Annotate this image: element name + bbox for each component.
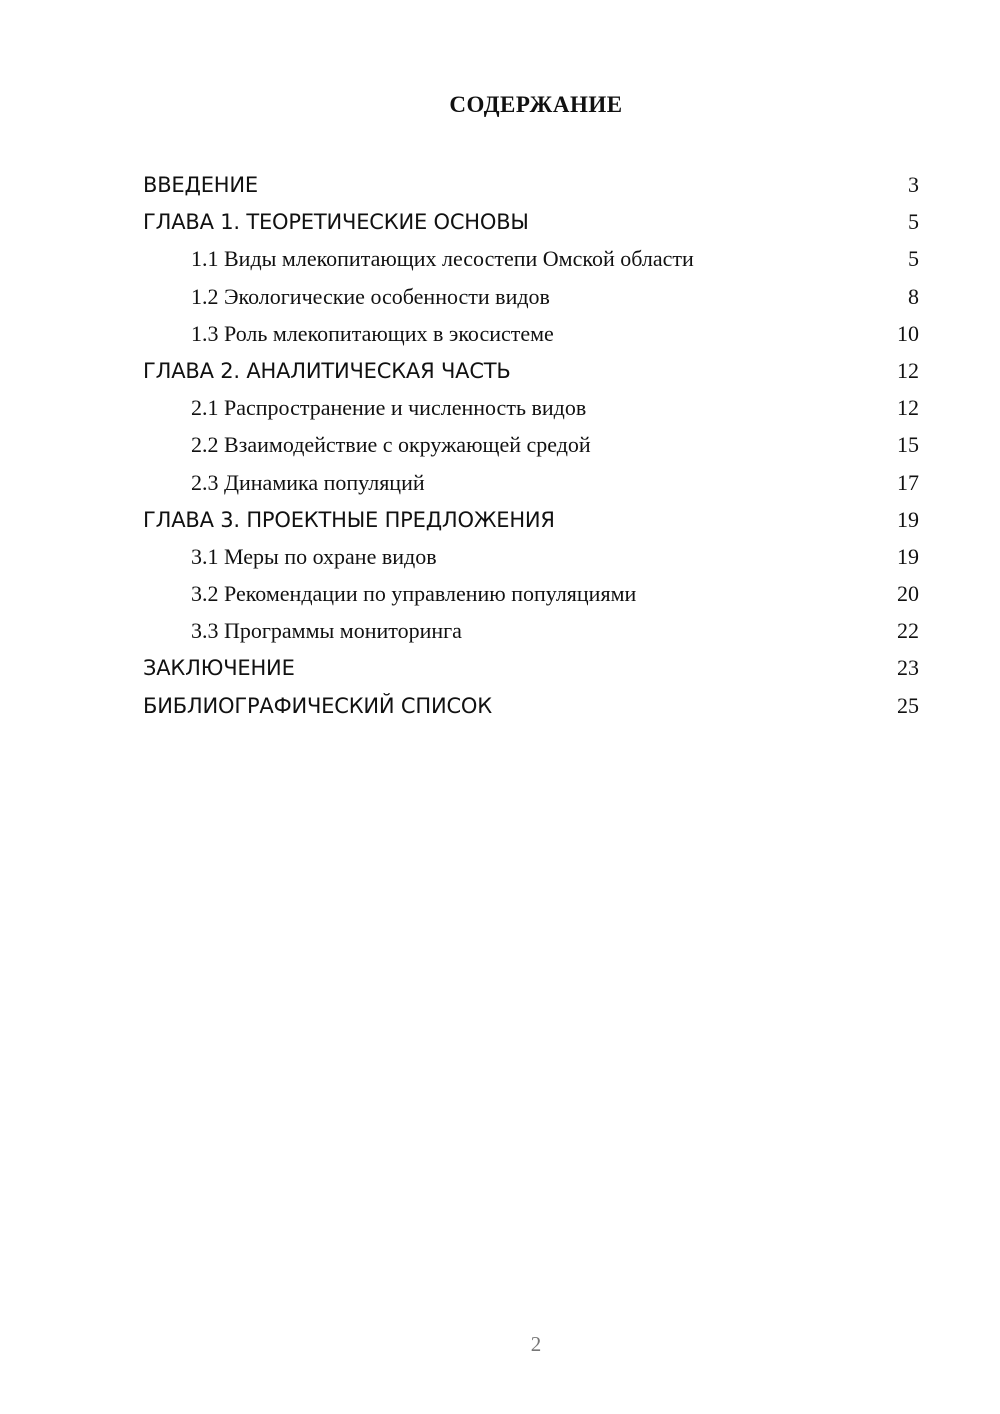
toc-entry-section-2-3[interactable] bbox=[143, 464, 919, 501]
toc-entry-label: 3.3 Программы мониторинга bbox=[191, 618, 462, 644]
toc-entry-section-1-3[interactable] bbox=[143, 315, 919, 352]
toc-entry-page: 15 bbox=[897, 432, 919, 458]
toc-entry-label: 1.1 Виды млекопитающих лесостепи Омской области bbox=[191, 246, 694, 272]
toc-entry-section-1-1[interactable] bbox=[143, 240, 919, 277]
toc-entry-label: 1.2 Экологические особенности видов bbox=[191, 283, 550, 309]
toc-entry-page: 3 bbox=[908, 172, 919, 197]
toc-entry-label: 2.1 Распространение и численность видов bbox=[191, 395, 587, 421]
page-title: СОДЕРЖАНИЕ bbox=[449, 92, 623, 117]
table-of-contents bbox=[143, 166, 919, 724]
toc-entry-label: ГЛАВА 1. ТЕОРЕТИЧЕСКИЕ ОСНОВЫ bbox=[143, 210, 529, 235]
toc-entry-label: ВВЕДЕНИЕ bbox=[143, 173, 258, 197]
toc-entry-section-2-1[interactable] bbox=[143, 389, 919, 426]
toc-entry-label: 1.3 Роль млекопитающих в экосистеме bbox=[191, 320, 554, 346]
toc-entry-label: 3.2 Рекомендации по управлению популяциями bbox=[191, 581, 637, 607]
toc-entry-chapter-1[interactable] bbox=[143, 203, 919, 240]
toc-entry-section-3-2[interactable] bbox=[143, 575, 919, 612]
toc-entry-page: 10 bbox=[897, 320, 919, 346]
toc-entry-label: ЗАКЛЮЧЕНИЕ bbox=[143, 656, 295, 681]
toc-entry-page: 19 bbox=[897, 506, 919, 532]
toc-entry-label: 3.1 Меры по охране видов bbox=[191, 543, 437, 569]
toc-entry-page: 19 bbox=[897, 543, 919, 569]
toc-entry-conclusion[interactable] bbox=[143, 649, 919, 686]
toc-entry-section-1-2[interactable] bbox=[143, 278, 919, 315]
toc-entry-label: 2.2 Взаимодействие с окружающей средой bbox=[191, 432, 591, 458]
toc-entry-chapter-2[interactable] bbox=[143, 352, 919, 389]
toc-entry-section-2-2[interactable] bbox=[143, 426, 919, 463]
page-number: 2 bbox=[530, 1332, 542, 1356]
toc-entry-page: 17 bbox=[897, 469, 919, 495]
toc-entry-label: 2.3 Динамика популяций bbox=[191, 469, 425, 495]
toc-entry-introduction[interactable] bbox=[143, 166, 919, 203]
toc-entry-page: 25 bbox=[897, 692, 919, 718]
toc-entry-page: 12 bbox=[897, 357, 919, 383]
toc-entry-page: 12 bbox=[897, 395, 919, 421]
toc-entry-page: 20 bbox=[897, 581, 919, 607]
toc-entry-page: 5 bbox=[908, 209, 919, 235]
toc-entry-page: 5 bbox=[908, 246, 919, 272]
toc-entry-section-3-3[interactable] bbox=[143, 612, 919, 649]
toc-entry-label: ГЛАВА 2. АНАЛИТИЧЕСКАЯ ЧАСТЬ bbox=[143, 358, 511, 383]
toc-entry-chapter-3[interactable] bbox=[143, 501, 919, 538]
toc-entry-page: 23 bbox=[897, 655, 919, 681]
toc-entry-label: ГЛАВА 3. ПРОЕКТНЫЕ ПРЕДЛОЖЕНИЯ bbox=[143, 507, 555, 532]
toc-entry-section-3-1[interactable] bbox=[143, 538, 919, 575]
toc-entry-label: БИБЛИОГРАФИЧЕСКИЙ СПИСОК bbox=[143, 693, 492, 718]
toc-entry-page: 22 bbox=[897, 618, 919, 644]
toc-entry-bibliography[interactable] bbox=[143, 687, 919, 724]
toc-entry-page: 8 bbox=[908, 283, 919, 309]
